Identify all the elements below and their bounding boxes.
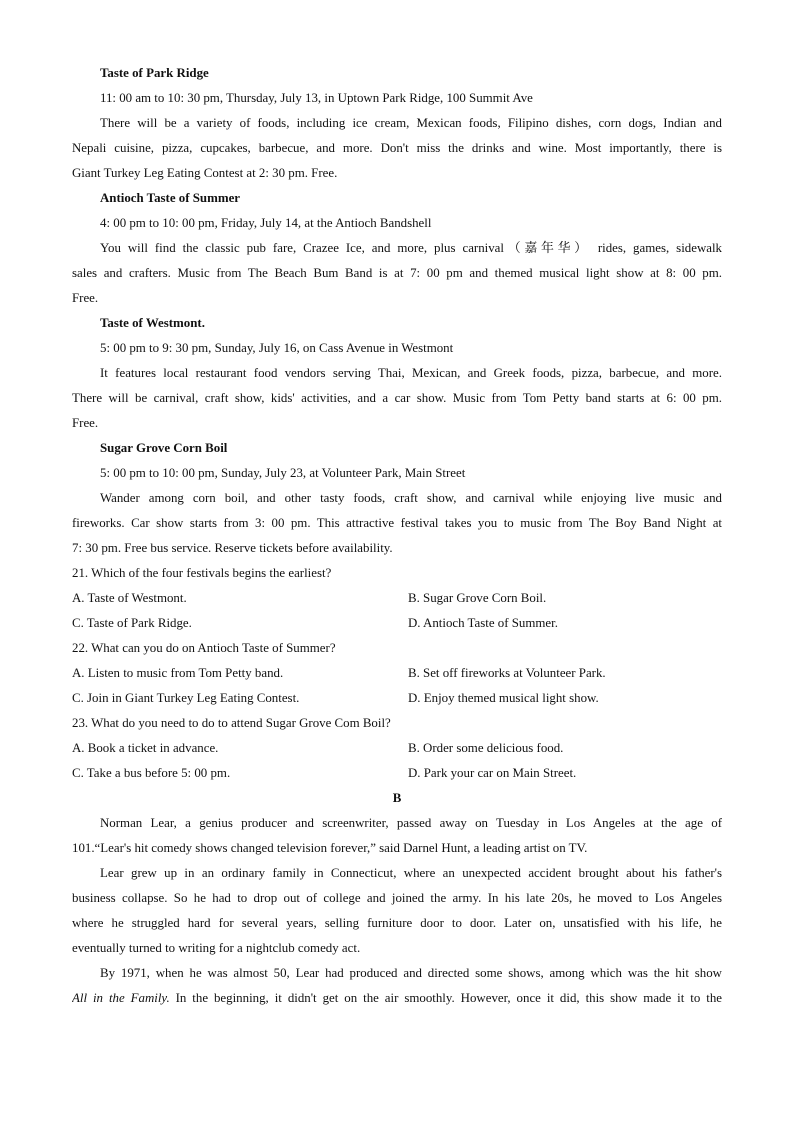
event-time: 5: 00 pm to 10: 00 pm, Sunday, July 23, at Volunteer Park, Main Street: [100, 466, 466, 480]
event-desc-line: Wander among corn boil, and other tasty foods, craft show, and carnival while enjoying live music and: [100, 491, 722, 505]
option-row: [72, 686, 722, 711]
paragraph-line: Norman Lear, a genius producer and screenwriter, passed away on Tuesday in Los Angeles at the age of: [100, 816, 722, 830]
option-c: C. Taste of Park Ridge.: [72, 616, 192, 630]
paragraph-line: 101.“Lear's hit comedy shows changed television forever,” said Darnel Hunt, a leading artist on TV.: [72, 841, 588, 855]
event-desc-line: Free.: [72, 291, 99, 305]
event-title: Sugar Grove Corn Boil: [100, 441, 228, 455]
event-desc-line: It features local restaurant food vendors serving Thai, Mexican, and Greek foods, pizza, barbecue, and more.: [100, 366, 722, 380]
option-row: [72, 661, 722, 686]
event-desc-line: There will be a variety of foods, including ice cream, Mexican foods, Filipino dishes, corn dogs, Indian and: [100, 116, 722, 130]
event-desc-line: fireworks. Car show starts from 3: 00 pm. This attractive festival takes you to music from The Boy Band Night at: [72, 516, 722, 530]
paragraph-line: eventually turned to writing for a nightclub comedy act.: [72, 941, 361, 955]
event-desc-line: Giant Turkey Leg Eating Contest at 2: 30 pm. Free.: [72, 166, 338, 180]
option-d: D. Enjoy themed musical light show.: [408, 691, 599, 705]
paragraph-text: In the beginning, it didn't get on the air smoothly. However, once it did, this show made it to the: [169, 991, 722, 1005]
event-time: 5: 00 pm to 9: 30 pm, Sunday, July 16, on Cass Avenue in Westmont: [100, 341, 454, 355]
event-desc-line: Nepali cuisine, pizza, cupcakes, barbecue, and more. Don't miss the drinks and wine. Most importantly, there is: [72, 141, 722, 155]
option-row: [72, 586, 722, 611]
question-stem: 22. What can you do on Antioch Taste of Summer?: [72, 641, 336, 655]
event-time: 11: 00 am to 10: 30 pm, Thursday, July 13, in Uptown Park Ridge, 100 Summit Ave: [100, 91, 533, 105]
event-desc-line: 7: 30 pm. Free bus service. Reserve tickets before availability.: [72, 541, 393, 555]
question-stem: 23. What do you need to do to attend Sugar Grove Com Boil?: [72, 716, 391, 730]
event-desc-line: Free.: [72, 416, 99, 430]
paragraph-line: [72, 986, 722, 1011]
paragraph-line: business collapse. So he had to drop out of college and joined the army. In his late 20s, he moved to Los Angeles: [72, 891, 722, 905]
section-heading: B: [392, 791, 402, 805]
option-c: C. Join in Giant Turkey Leg Eating Contest.: [72, 691, 300, 705]
event-title: Taste of Park Ridge: [100, 66, 209, 80]
question-stem: 21. Which of the four festivals begins the earliest?: [72, 566, 332, 580]
option-b: B. Set off fireworks at Volunteer Park.: [408, 666, 606, 680]
document-content: [72, 61, 722, 1011]
event-title: Antioch Taste of Summer: [100, 191, 241, 205]
option-row: [72, 736, 722, 761]
event-desc-line: sales and crafters. Music from The Beach Bum Band is at 7: 00 pm and themed musical light show at 8: 00 pm.: [72, 266, 722, 280]
event-title: Taste of Westmont.: [100, 316, 205, 330]
option-c: C. Take a bus before 5: 00 pm.: [72, 766, 231, 780]
option-a: A. Listen to music from Tom Petty band.: [72, 666, 284, 680]
option-row: [72, 611, 722, 636]
paragraph-line: By 1971, when he was almost 50, Lear had produced and directed some shows, among which was the hit show: [100, 966, 722, 980]
show-title: All in the Family.: [72, 991, 170, 1005]
paragraph-line: where he struggled hard for several years, selling furniture door to door. Later on, unsatisfied with his life, he: [72, 916, 722, 930]
option-row: [72, 761, 722, 786]
option-b: B. Sugar Grove Corn Boil.: [408, 591, 547, 605]
paragraph-line: Lear grew up in an ordinary family in Connecticut, where an unexpected accident brought about his father's: [100, 866, 722, 880]
event-desc-line: There will be carnival, craft show, kids' activities, and a car show. Music from Tom Petty band starts at 6: 00 pm.: [72, 391, 722, 405]
option-a: A. Book a ticket in advance.: [72, 741, 219, 755]
option-d: D. Park your car on Main Street.: [408, 766, 577, 780]
option-d: D. Antioch Taste of Summer.: [408, 616, 558, 630]
event-desc-line: You will find the classic pub fare, Crazee Ice, and more, plus carnival（嘉年华） rides, games, sidewalk: [100, 241, 722, 255]
event-time: 4: 00 pm to 10: 00 pm, Friday, July 14, at the Antioch Bandshell: [100, 216, 432, 230]
option-b: B. Order some delicious food.: [408, 741, 564, 755]
option-a: A. Taste of Westmont.: [72, 591, 187, 605]
